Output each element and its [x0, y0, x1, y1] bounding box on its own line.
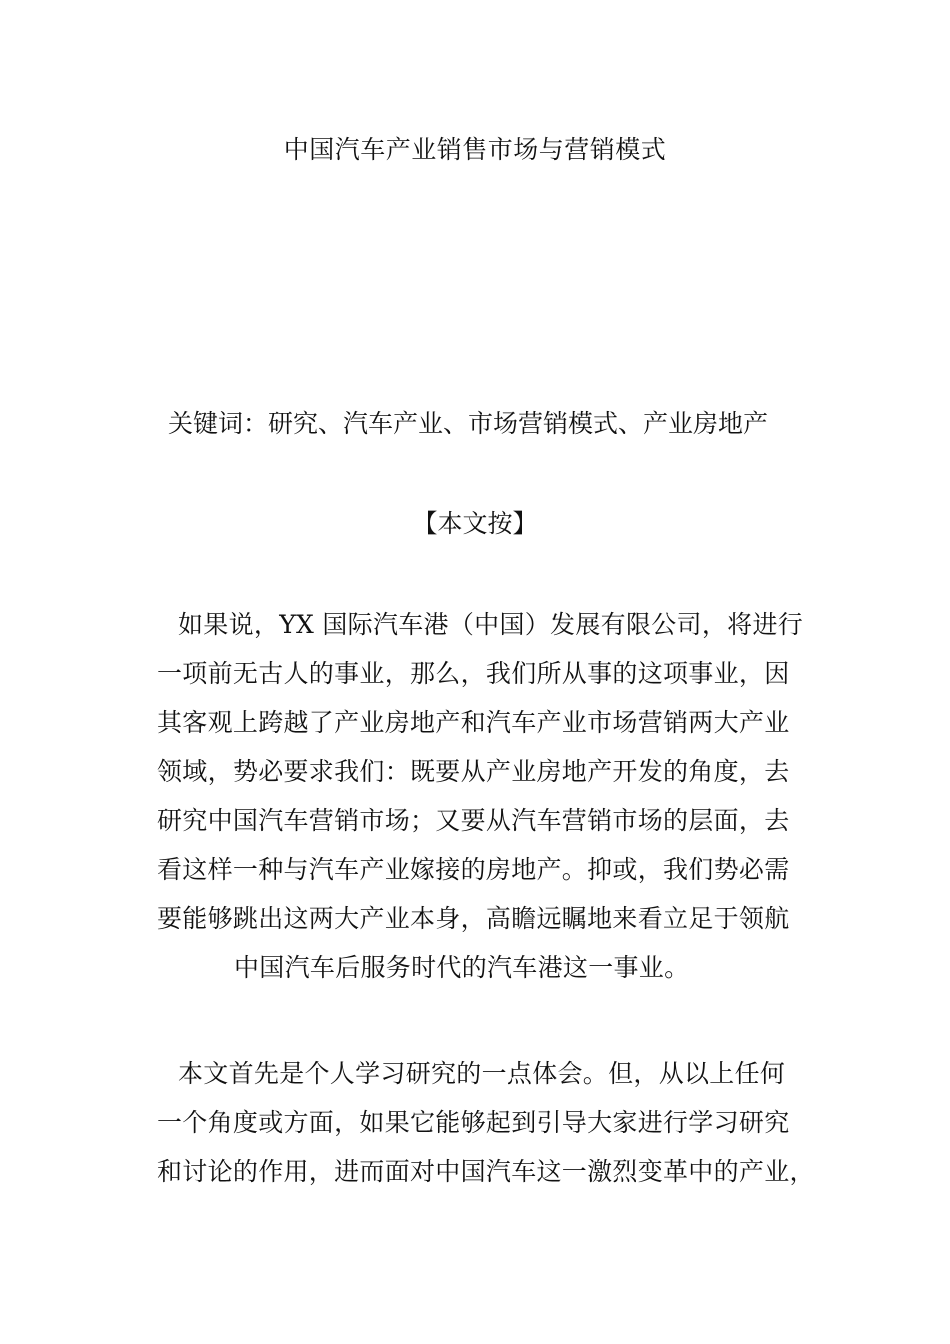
- paragraph-line: 一个角度或方面，如果它能够起到引导大家进行学习研究: [157, 1108, 790, 1137]
- paragraph-line: 中国汽车后服务时代的汽车港这一事业。: [234, 953, 690, 982]
- document-title: 中国汽车产业销售市场与营销模式: [283, 135, 667, 164]
- keywords-line: 关键词：研究、汽车产业、市场营销模式、产业房地产: [168, 409, 769, 438]
- paragraph-line: 看这样一种与汽车产业嫁接的房地产。抑或，我们势必需: [157, 855, 790, 884]
- paragraph-line: 领域，势必要求我们：既要从产业房地产开发的角度，去: [157, 757, 790, 786]
- paragraph-line: 一项前无古人的事业，那么，我们所从事的这项事业，因: [157, 659, 790, 688]
- paragraph-1: [157, 600, 803, 992]
- paragraph-line: 要能够跳出这两大产业本身，高瞻远瞩地来看立足于领航: [157, 904, 790, 933]
- paragraph-line: 和讨论的作用，进而面对中国汽车这一激烈变革中的产业，: [157, 1157, 815, 1186]
- paragraph-line: 本文首先是个人学习研究的一点体会。但，从以上任何: [178, 1059, 786, 1088]
- section-heading: 【本文按】: [412, 509, 538, 538]
- paragraph-2: [157, 1049, 815, 1196]
- paragraph-line: 其客观上跨越了产业房地产和汽车产业市场营销两大产业: [157, 708, 790, 737]
- paragraph-line: 如果说，YX 国际汽车港（中国）发展有限公司，将进行: [178, 610, 804, 639]
- paragraph-line: 研究中国汽车营销市场；又要从汽车营销市场的层面，去: [157, 806, 790, 835]
